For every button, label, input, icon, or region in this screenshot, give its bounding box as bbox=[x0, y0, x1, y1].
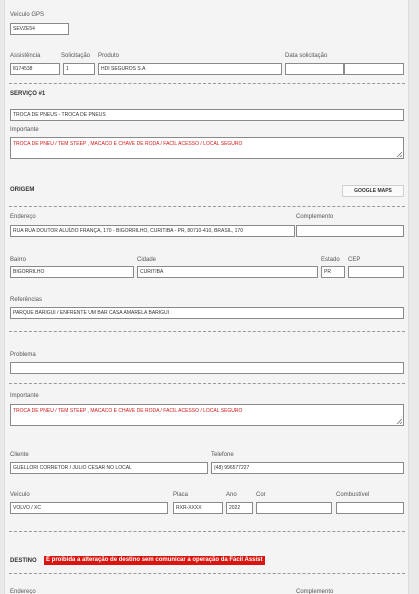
year-input[interactable]: 2022 bbox=[226, 502, 253, 514]
destination-address-label: Endereço bbox=[10, 589, 36, 594]
origin-address-input[interactable]: RUA RUA DOUTOR ALUÍZIO FRANÇA, 170 - BIGORRILHO, CURITIBA - PR, 80710-410, BRASIL, 170 bbox=[10, 225, 295, 237]
year-label: Ano bbox=[226, 492, 237, 498]
city-input[interactable]: CURITIBA bbox=[137, 266, 318, 278]
problem-important-textarea[interactable] bbox=[10, 404, 404, 426]
resize-grip-icon[interactable] bbox=[396, 418, 402, 424]
plate-label: Placa bbox=[173, 492, 189, 498]
fuel-label: Combustível bbox=[336, 492, 370, 498]
color-input[interactable] bbox=[256, 502, 332, 514]
assistance-label: Assistência bbox=[10, 53, 41, 59]
color-label: Cor bbox=[256, 492, 266, 498]
service-input[interactable]: TROCA DE PNEUS - TROCA DE PNEUS bbox=[10, 109, 404, 121]
references-input[interactable]: PARQUE BARIGUI / ENFRENTE UM BAR CASA AMARELA BARIGUI bbox=[10, 307, 404, 319]
request-input[interactable]: 1 bbox=[63, 63, 95, 75]
divider bbox=[9, 83, 405, 84]
problem-important-text: TROCA DE PNEU / TEM STEEP , MACACO E CHAVE DE RODA / FACIL ACESSO / LOCAL SEGURO bbox=[13, 408, 243, 414]
destination-complement-label: Complemento bbox=[296, 589, 334, 594]
phone-label: Telefone bbox=[211, 452, 234, 458]
origin-section-title: ORIGEM bbox=[10, 187, 35, 193]
client-label: Cliente bbox=[10, 452, 29, 458]
request-label: Solicitação bbox=[61, 53, 91, 59]
vehicle-input[interactable]: VOLVO / XC bbox=[10, 502, 168, 514]
neighborhood-input[interactable]: BIGORRILHO bbox=[10, 266, 134, 278]
zip-label: CEP bbox=[348, 257, 361, 263]
divider bbox=[9, 331, 405, 332]
vehicle-gps-input[interactable]: SEVZE54 bbox=[10, 23, 69, 35]
neighborhood-label: Bairro bbox=[10, 257, 27, 263]
request-date-label: Data solicitação bbox=[285, 53, 328, 59]
service-section-title: SERVIÇO #1 bbox=[10, 91, 46, 97]
divider bbox=[9, 573, 405, 574]
product-label: Produto bbox=[98, 53, 120, 59]
city-label: Cidade bbox=[137, 257, 157, 263]
origin-address-label: Endereço bbox=[10, 214, 36, 220]
references-label: Referências bbox=[10, 297, 43, 303]
zip-input[interactable] bbox=[348, 266, 404, 278]
destination-section-title: DESTINO bbox=[10, 558, 37, 564]
product-input[interactable]: HDI SEGUROS S.A bbox=[98, 63, 282, 75]
phone-input[interactable]: (48) 996577227 bbox=[211, 462, 404, 474]
service-important-textarea[interactable] bbox=[10, 137, 404, 159]
state-input[interactable]: PR bbox=[321, 266, 345, 278]
plate-input[interactable]: RXR-XXXX bbox=[173, 502, 223, 514]
problem-label: Problema bbox=[10, 352, 36, 358]
origin-complement-input[interactable] bbox=[296, 225, 404, 237]
divider bbox=[9, 383, 405, 384]
state-label: Estado bbox=[321, 257, 340, 263]
request-date-input[interactable] bbox=[285, 63, 344, 75]
service-important-label: Importante bbox=[10, 127, 39, 133]
destination-warning-badge: É proibida a alteração de destino sem comunicar a operação da Fácil Assist bbox=[46, 557, 263, 563]
assistance-input[interactable]: 8174538 bbox=[10, 63, 60, 75]
divider bbox=[9, 531, 405, 532]
google-maps-button[interactable]: GOOGLE MAPS bbox=[342, 185, 404, 197]
resize-grip-icon[interactable] bbox=[396, 151, 402, 157]
origin-complement-label: Complemento bbox=[296, 214, 334, 220]
client-input[interactable]: GUELLORI CORRETOR / JULIO CESAR NO LOCAL bbox=[10, 462, 208, 474]
vehicle-gps-label: Veículo GPS bbox=[10, 12, 45, 18]
service-form bbox=[4, 0, 409, 594]
vehicle-label: Veículo bbox=[10, 492, 30, 498]
divider bbox=[9, 206, 405, 207]
fuel-input[interactable] bbox=[336, 502, 404, 514]
service-important-text: TROCA DE PNEU / TEM STEEP , MACACO E CHAVE DE RODA / FACIL ACESSO / LOCAL SEGURO bbox=[13, 141, 243, 147]
problem-important-label: Importante bbox=[10, 393, 39, 399]
problem-input[interactable] bbox=[10, 362, 404, 374]
request-time-input[interactable] bbox=[344, 63, 404, 75]
